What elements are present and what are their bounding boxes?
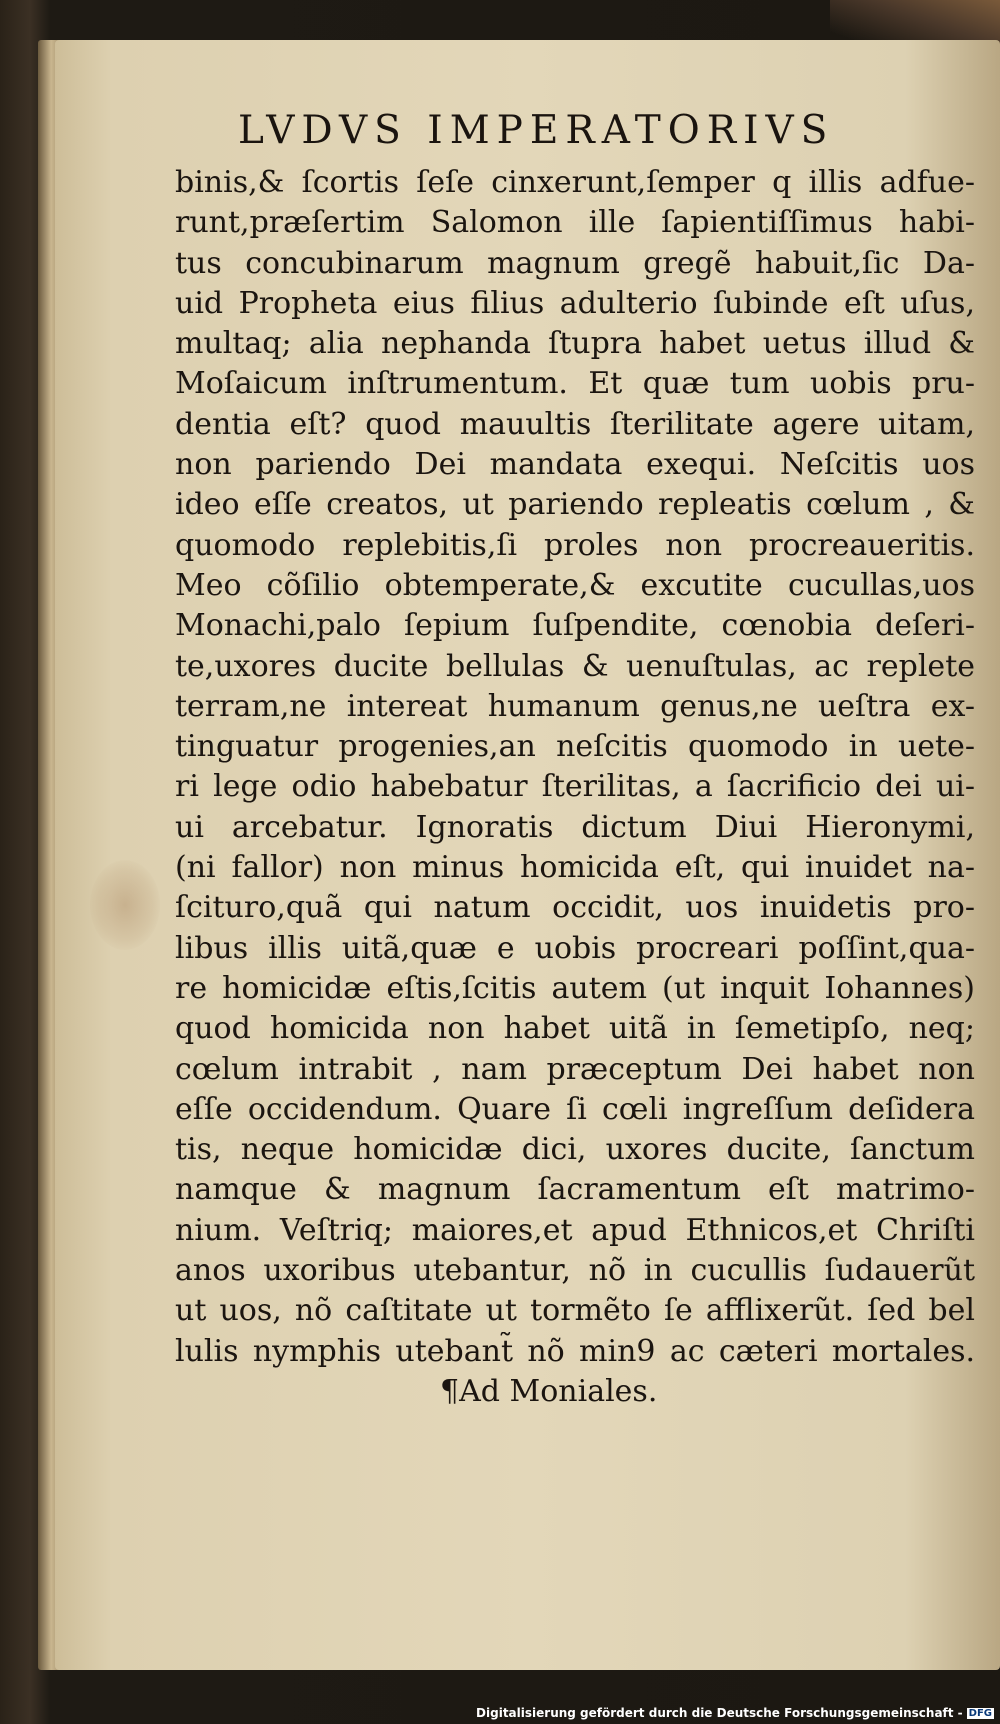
text-line: libus illis uitã,quæ e uobis procreari poſſint,qua- [175, 930, 975, 966]
text-line: Monachi,palo ſepium ſuſpendite, cœnobia deſeri- [175, 608, 975, 644]
text-line: ſcituro,quã qui natum occidit, uos inuidetis pro- [175, 890, 975, 926]
text-line: binis,& ſcortis ſeſe cinxerunt,ſemper q illis adfue- [175, 165, 975, 200]
text-line: tis, neque homicidæ dici, uxores ducite, ſanctum [175, 1132, 975, 1168]
text-line: (ni fallor) non minus homicida eſt, qui inuidet na- [175, 850, 975, 886]
text-line: uid Propheta eius filius adulterio ſubinde eſt uſus, [175, 285, 975, 321]
text-line: Moſaicum inſtrumentum. Et quæ tum uobis pru- [175, 366, 975, 402]
closing-heading: ¶Ad Moniales. [440, 1373, 658, 1409]
text-line: runt,præſertim Salomon ille ſapientiſſimus habi- [175, 205, 975, 241]
text-line: quomodo replebitis,ſi proles non procreaueritis. [175, 527, 975, 563]
text-line: ui arcebatur. Ignoratis dictum Diui Hieronymi, [175, 809, 975, 845]
text-line: namque & magnum ſacramentum eſt matrimo- [175, 1172, 975, 1208]
text-line: multaq; alia nephanda ſtupra habet uetus illud & [175, 326, 975, 362]
text-line: Meo cõſilio obtemperate,& excutite cucullas,uos [175, 567, 975, 603]
text-line: cœlum intrabit , nam præceptum Dei habet non [175, 1051, 975, 1087]
text-line: anos uxoribus utebantur, nõ in cucullis ſudauerũt [175, 1253, 975, 1289]
running-head: LVDVS IMPERATORIVS [238, 108, 835, 153]
text-line: ideo eſſe creatos, ut pariendo repleatis cœlum , & [175, 487, 975, 523]
credit-text: Digitalisierung gefördert durch die Deutsche Forschungsgemeinschaft - [476, 1706, 963, 1720]
dfg-logo: DFG [968, 1708, 992, 1719]
text-line: non pariendo Dei mandata exequi. Neſcitis uos [175, 447, 975, 483]
text-line: tinguatur progenies,an neſcitis quomodo in uete- [175, 729, 975, 765]
text-line: lulis nymphis utebant̃ nõ min9 ac cæteri mortales. [175, 1333, 975, 1369]
text-line: tus concubinarum magnum gregẽ habuit,ſic Da- [175, 245, 975, 281]
body-text [175, 163, 975, 1412]
text-line: terram,ne intereat humanum genus,ne ueſtra ex- [175, 688, 975, 724]
digitization-credit [476, 1706, 994, 1720]
text-line: re homicidæ eſtis,ſcitis autem (ut inquit Iohannes) [175, 970, 975, 1006]
paper-stain [90, 860, 160, 950]
text-line: quod homicida non habet uitã in ſemetipſo, neq; [175, 1011, 975, 1047]
text-line: ri lege odio habebatur ſterilitas, a ſacrificio dei ui- [175, 769, 975, 805]
text-line: dentia eſt? quod mauultis ſterilitate agere uitam, [175, 406, 975, 442]
text-line: ut uos, nõ caſtitate ut tormẽto ſe afflixerũt. ſed bel [175, 1293, 975, 1329]
text-line: te,uxores ducite bellulas & uenuſtulas, ac replete [175, 648, 975, 684]
text-line: nium. Veſtriq; maiores,et apud Ethnicos,et Chriſti [175, 1212, 975, 1248]
text-line: eſſe occidendum. Quare ſi cœli ingreſſum deſidera [175, 1091, 975, 1127]
